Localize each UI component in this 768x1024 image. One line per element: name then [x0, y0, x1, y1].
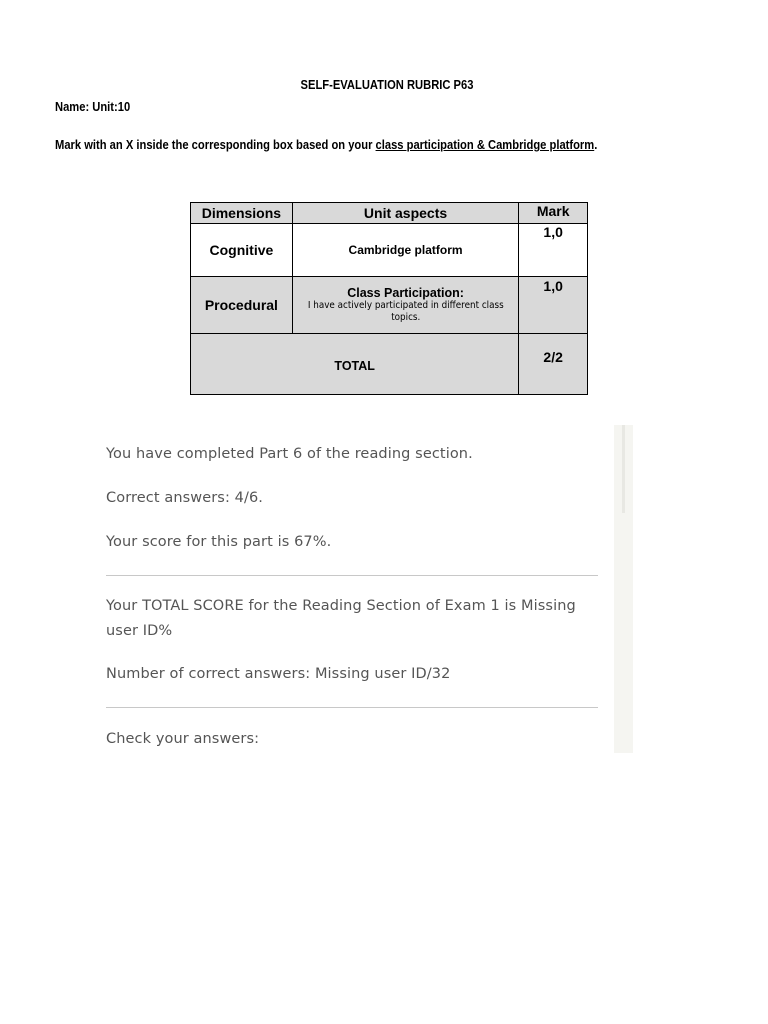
panel-edge-shadow [622, 425, 625, 513]
header-mark: Mark [519, 203, 588, 224]
dimension-cognitive: Cognitive [191, 224, 293, 277]
aspect-procedural-title: Class Participation: [347, 286, 464, 300]
instruction-suffix: . [594, 137, 598, 152]
divider-2 [106, 707, 598, 708]
result-score: Your score for this part is 67%. [106, 534, 332, 550]
header-dimensions: Dimensions [191, 203, 293, 224]
dimension-procedural: Procedural [191, 277, 293, 334]
instruction-underlined: class participation & Cambridge platform [375, 137, 595, 152]
total-mark: 2/2 [519, 334, 588, 395]
rubric-header-row [191, 203, 588, 224]
rubric-row-procedural [191, 277, 588, 334]
instruction-prefix: Mark with an X inside the corresponding box based on your [55, 137, 376, 152]
total-label: TOTAL [191, 334, 519, 395]
rubric-row-total [191, 334, 588, 395]
aspect-cognitive: Cambridge platform [292, 224, 519, 277]
header-unit-aspects: Unit aspects [292, 203, 519, 224]
result-total-score: Your TOTAL SCORE for the Reading Section of Exam 1 is Missing user ID% [106, 598, 576, 639]
result-correct: Correct answers: 4/6. [106, 490, 263, 506]
result-completed: You have completed Part 6 of the reading section. [106, 446, 473, 462]
aspect-procedural [292, 277, 519, 334]
divider-1 [106, 575, 598, 576]
result-num-correct: Number of correct answers: Missing user ID/32 [106, 666, 451, 682]
mark-cognitive[interactable]: 1,0 [519, 224, 588, 277]
result-check-answers: Check your answers: [106, 731, 260, 747]
mark-procedural[interactable]: 1,0 [519, 277, 588, 334]
document-title: SELF-EVALUATION RUBRIC P63 [300, 77, 474, 92]
instruction-text [55, 137, 597, 152]
results-panel [90, 425, 628, 753]
rubric-table [190, 202, 588, 395]
name-line: Name: Unit:10 [55, 99, 131, 114]
aspect-procedural-detail: I have actively participated in different class topics. [307, 300, 504, 323]
rubric-row-cognitive [191, 224, 588, 277]
